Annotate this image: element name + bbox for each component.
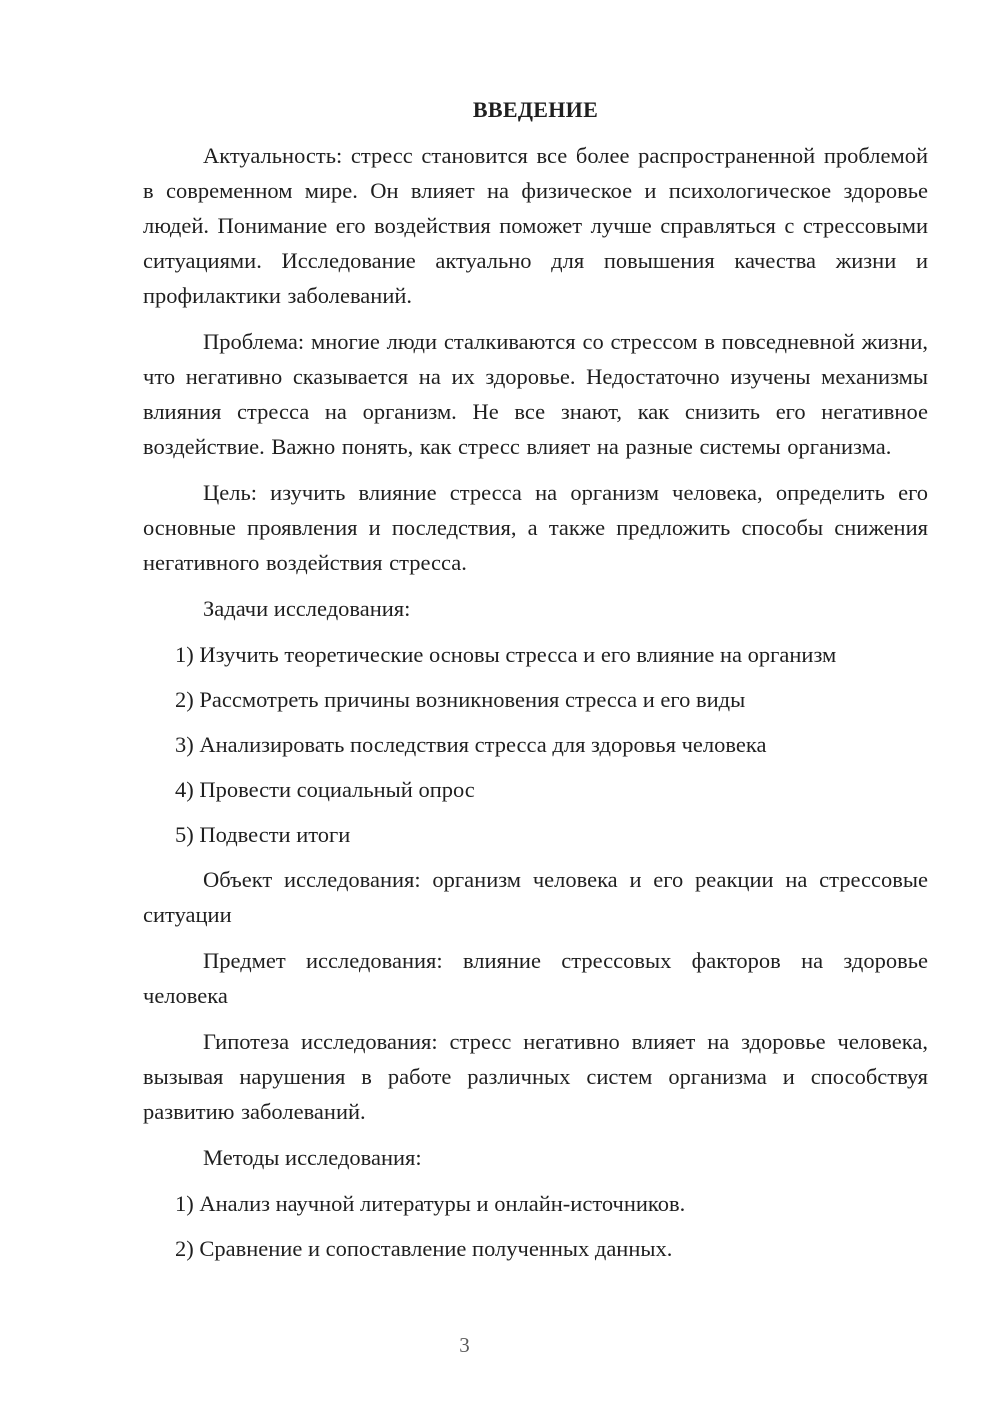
section-heading: ВВЕДЕНИЕ	[472, 97, 599, 122]
tasks-list	[143, 637, 928, 852]
relevance-paragraph: Актуальность: стресс становится все более распространенной проблемой в современном мире. Он влияет на физическое и психологическое здоровье людей. Понимание его воздействия поможет лучше справляться с стрессовыми ситуациями. Исследование актуально для повышения качества жизни и профилактики заболеваний.	[143, 143, 928, 308]
subject-paragraph: Предмет исследования: влияние стрессовых факторов на здоровье человека	[143, 948, 928, 1008]
goal-paragraph: Цель: изучить влияние стресса на организм человека, определить его основные проявления и последствия, а также предложить способы снижения негативного воздействия стресса.	[143, 480, 928, 575]
task-item: 3) Анализировать последствия стресса для здоровья человека	[175, 732, 767, 757]
method-item: 2) Сравнение и сопоставление полученных данных.	[175, 1236, 673, 1261]
methods-list	[143, 1186, 928, 1266]
hypothesis-paragraph: Гипотеза исследования: стресс негативно влияет на здоровье человека, вызывая нарушения в работе различных систем организма и способствуя развитию заболеваний.	[143, 1029, 928, 1124]
object-paragraph: Объект исследования: организм человека и его реакции на стрессовые ситуации	[143, 867, 928, 927]
method-item: 1) Анализ научной литературы и онлайн-источников.	[175, 1191, 686, 1216]
tasks-label: Задачи исследования:	[203, 596, 411, 621]
task-item: 4) Провести социальный опрос	[175, 777, 475, 802]
page-number: 3	[459, 1333, 470, 1357]
task-item: 2) Рассмотреть причины возникновения стресса и его виды	[175, 687, 746, 712]
task-item: 5) Подвести итоги	[175, 822, 351, 847]
methods-label: Методы исследования:	[203, 1145, 422, 1170]
page-content	[143, 95, 928, 1276]
task-item: 1) Изучить теоретические основы стресса и его влияние на организм	[175, 642, 837, 667]
problem-paragraph: Проблема: многие люди сталкиваются со стрессом в повседневной жизни, что негативно сказывается на их здоровье. Недостаточно изучены механизмы влияния стресса на организм. Не все знают, как снизить его негативное воздействие. Важно понять, как стресс влияет на разные системы организма.	[143, 329, 928, 459]
